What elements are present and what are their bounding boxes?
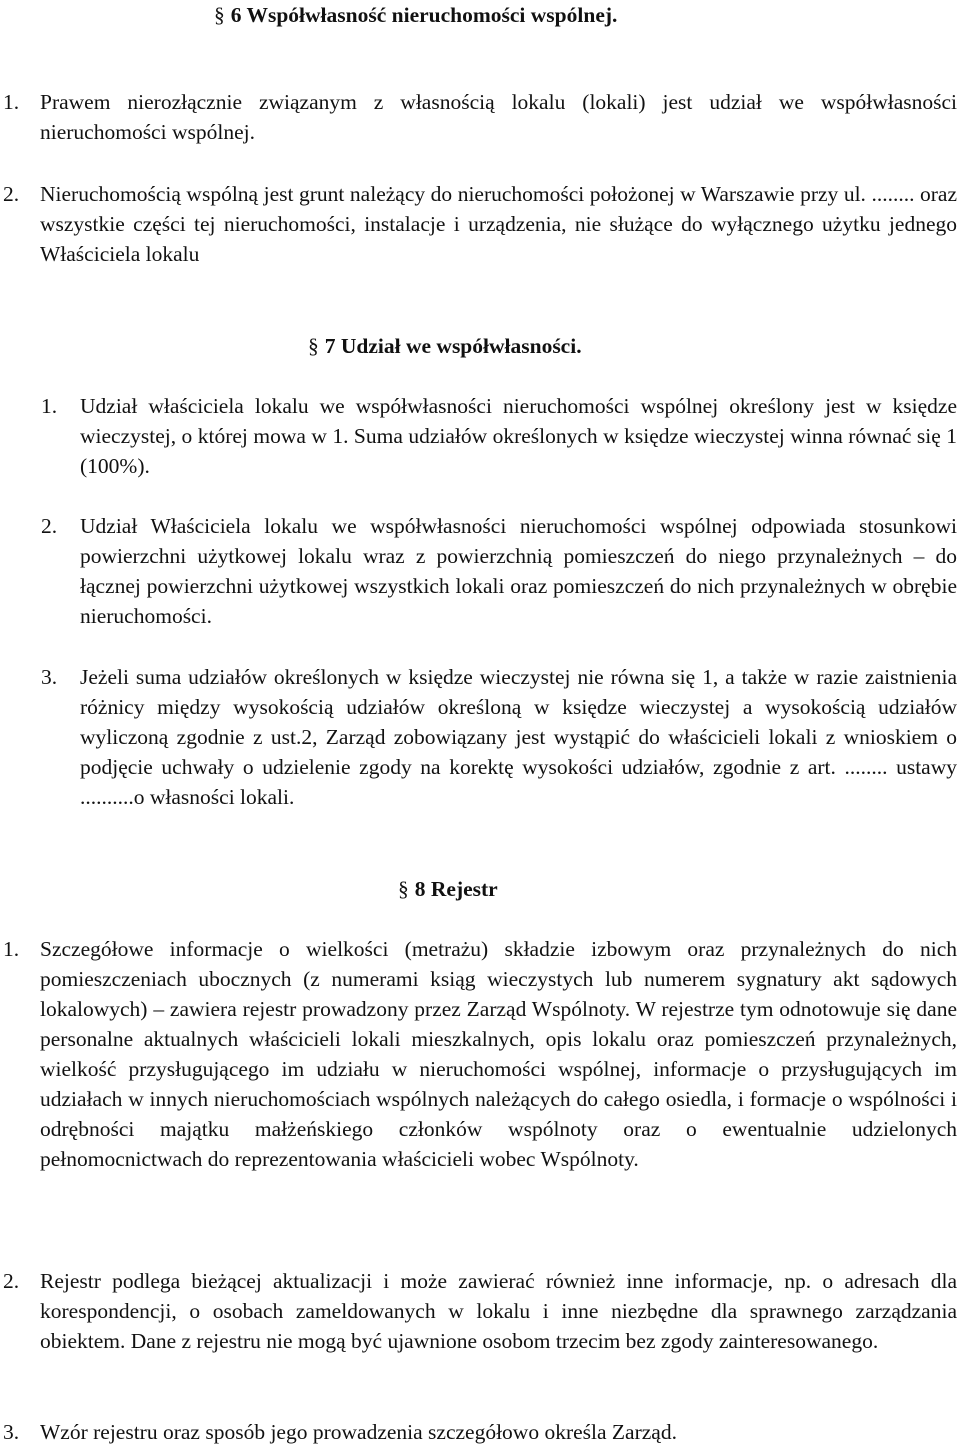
item-number: 1. (3, 90, 20, 114)
paragraph-sign: § (214, 3, 225, 27)
section-6-title: 6 Współwłasność nieruchomości wspólnej. (230, 3, 618, 27)
item-number: 3. (3, 1420, 20, 1444)
section-8-heading (398, 874, 498, 904)
item-text: Udział Właściciela lokalu we współwłasności nieruchomości wspólnej odpowiada stosunkowi powierzchni użytkowej lokalu wraz z powierzchnią pomieszczeń do niego przynależnych – do łącznej powierzchni użytkowej wszystkich lokali oraz pomieszczeń do nich przynależnych w obrębie nieruchomości. (80, 514, 957, 628)
section-7-title: 7 Udział we współwłasności. (324, 334, 582, 358)
item-number: 2. (3, 1269, 20, 1293)
item-number: 1. (41, 394, 58, 418)
section-8-title: 8 Rejestr (414, 877, 498, 901)
item-text: Jeżeli suma udziałów określonych w księdze wieczystej nie równa się 1, a także w razie zaistnienia różnicy między wysokością udziałów określoną w księdze wieczystej a wysokością udziałów wyliczoną zgodnie z ust.2, Zarząd zobowiązany jest wystąpić do właścicieli lokali z wnioskiem o podjęcie uchwały o udzielenie zgody na korektę wysokości udziałów, zgodnie z art. ........ ustawy ..........o własności lokali. (80, 665, 957, 809)
section-6-heading (214, 0, 617, 30)
section-7-heading (308, 331, 582, 361)
item-number: 1. (3, 937, 20, 961)
item-text: Wzór rejestru oraz sposób jego prowadzenia szczegółowo określa Zarząd. (40, 1420, 677, 1444)
item-number: 2. (41, 514, 58, 538)
paragraph-sign: § (308, 334, 319, 358)
item-text: Udział właściciela lokalu we współwłasności nieruchomości wspólnej określony jest w księdze wieczystej, o której mowa w 1. Suma udziałów określonych w księdze wieczystej winna równać się 1 (100%). (80, 394, 957, 478)
item-number: 2. (3, 182, 20, 206)
item-text: Rejestr podlega bieżącej aktualizacji i może zawierać również inne informacje, np. o adresach dla korespondencji, o osobach zameldowanych w lokalu i inne niezbędne dla sprawnego zarządzania obiektem. Dane z rejestru nie mogą być ujawnione osobom trzecim bez zgody zainteresowanego. (40, 1269, 957, 1353)
paragraph-sign: § (398, 877, 409, 901)
item-text: Nieruchomością wspólną jest grunt należący do nieruchomości położonej w Warszawie przy ul. ........ oraz wszystkie części tej nieruchomości, instalacje i urządzenia, nie służące do wyłącznego użytku jednego Właściciela lokalu (40, 182, 957, 266)
item-number: 3. (41, 665, 58, 689)
item-text: Szczegółowe informacje o wielkości (metrażu) składzie izbowym oraz przynależnych do nich pomieszczeniach ubocznych (z numerami ksiąg wieczystych lub numerem sygnatury akt sądowych lokalowych) – zawiera rejestr prowadzony przez Zarząd Wspólnoty. W rejestrze tym odnotowuje się dane personalne aktualnych właścicieli lokali mieszkalnych, opis lokalu oraz pomieszczeń przynależnych, wielkość przysługującego im udziału w nieruchomości wspólnej, informacje o przysługujących im udziałach w innych nieruchomościach wspólnych należących do całego osiedla, i formacje o wspólności i odrębności majątku małżeńskiego członków wspólnoty oraz o ewentualnie udzielonych pełnomocnictwach do reprezentowania właścicieli wobec Wspólnoty. (40, 937, 957, 1171)
item-text: Prawem nierozłącznie związanym z własnością lokalu (lokali) jest udział we współwłasności nieruchomości wspólnej. (40, 90, 957, 144)
